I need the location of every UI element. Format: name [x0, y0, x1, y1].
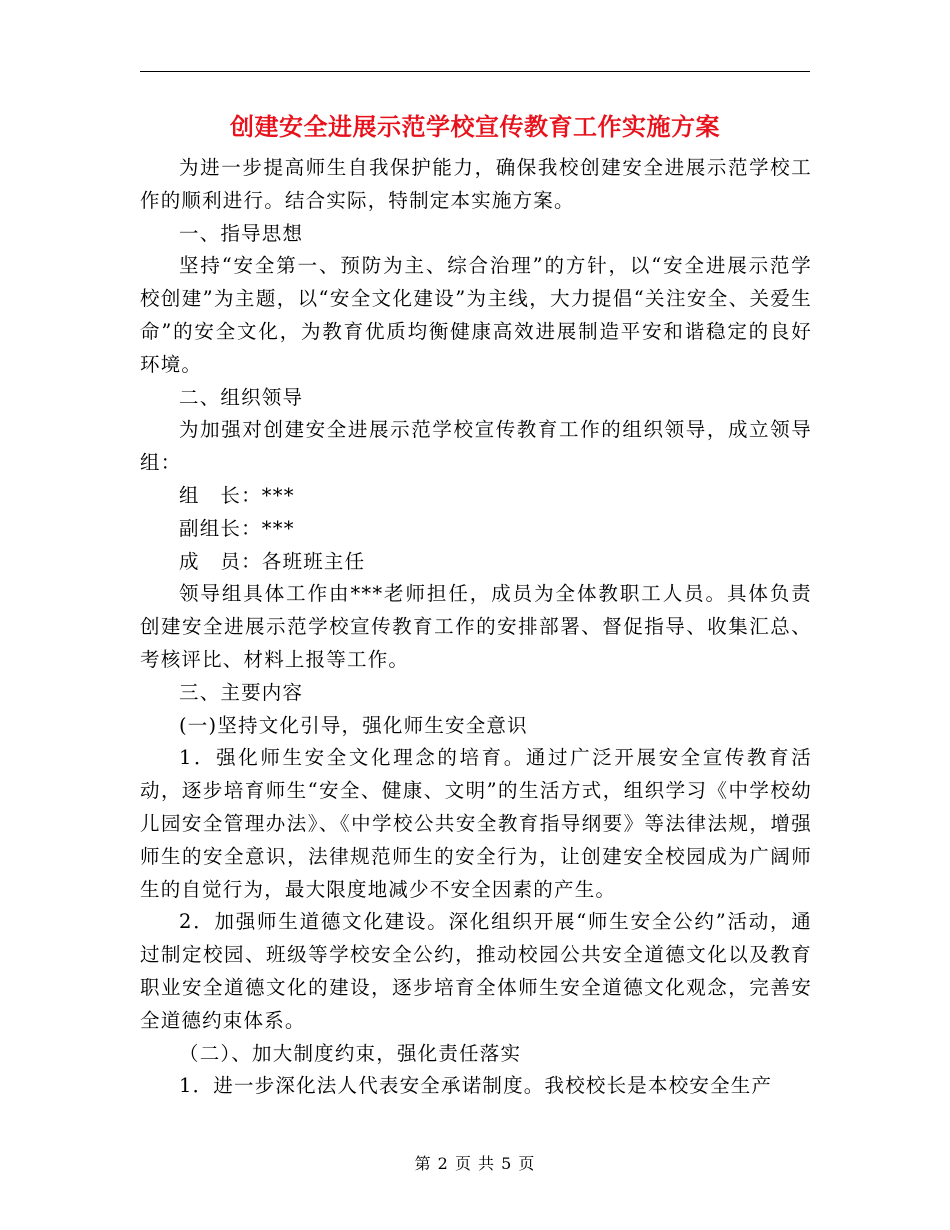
organization-paragraph: 为加强对创建安全进展示范学校宣传教育工作的组织领导，成立领导组： [140, 418, 812, 475]
document-body [140, 152, 812, 1103]
section-heading-main-content: 三、主要内容 [179, 680, 304, 704]
members-line: 成 员：各班班主任 [179, 549, 366, 573]
page-footer: 第 2 页 共 5 页 [414, 1154, 536, 1173]
document-title: 创建安全进展示范学校宣传教育工作实施方案 [230, 112, 720, 141]
header-rule [140, 71, 810, 72]
culture-item-1-paragraph: 1．强化师生安全文化理念的培育。通过广泛开展安全宣传教育活动，逐步培育师生“安全、健康、文明”的生活方式，组织学习《中学校幼儿园安全管理办法》、《中学校公共安全教育指导纲要》等法律法规，增强师生的安全意识，法律规范师生的安全行为，让创建安全校园成为广阔师生的自觉行为，最大限度地减少不安全因素的产生。 [140, 746, 812, 901]
vice-leader-line: 副组长：*** [179, 516, 295, 540]
guiding-ideology-paragraph: 坚持“安全第一、预防为主、综合治理”的方针，以“安全进展示范学校创建”为主题，以“安全文化建设”为主线，大力提倡“关注安全、关爱生命”的安全文化，为教育优质均衡健康高效进展制造平安和谐稳定的良好环境。 [140, 254, 812, 376]
section-heading-guiding-ideology: 一、指导思想 [179, 221, 304, 245]
leader-line: 组 长：*** [179, 483, 295, 507]
subsection-heading-culture: (一)坚持文化引导，强化师生安全意识 [179, 713, 528, 737]
leadership-duties-paragraph: 领导组具体工作由***老师担任，成员为全体教职工人员。具体负责创建安全进展示范学校宣传教育工作的安排部署、督促指导、收集汇总、考核评比、材料上报等工作。 [140, 582, 812, 671]
subsection-heading-system: （二）、加大制度约束，强化责任落实 [179, 1041, 522, 1065]
culture-item-2-paragraph: 2．加强师生道德文化建设。深化组织开展“师生安全公约”活动，通过制定校园、班级等学校安全公约，推动校园公共安全道德文化以及教育职业安全道德文化的建设，逐步培育全体师生安全道德文化观念，完善安全道德约束体系。 [140, 910, 812, 1032]
section-heading-organization: 二、组织领导 [179, 385, 304, 409]
intro-paragraph: 为进一步提高师生自我保护能力，确保我校创建安全进展示范学校工作的顺利进行。结合实际，特制定本实施方案。 [140, 156, 812, 212]
system-item-1-paragraph: 1．进一步深化法人代表安全承诺制度。我校校长是本校安全生产 [179, 1074, 773, 1098]
